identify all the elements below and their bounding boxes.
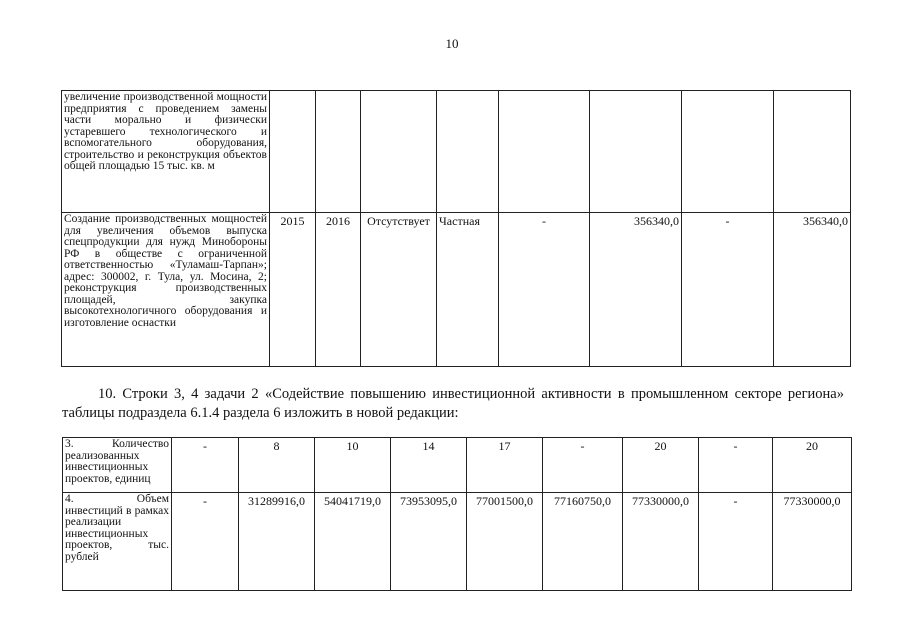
table-cell: 20 [773,438,852,493]
table-cell: 17 [467,438,543,493]
amount-cell: 356340,0 [590,213,682,367]
table-cell: 77160750,0 [543,493,623,591]
table-cell [437,91,499,213]
table-row [63,438,852,493]
table-cell: 77330000,0 [623,493,699,591]
amount-cell: 356340,0 [774,213,851,367]
page-number: 10 [445,36,459,51]
table-row [62,213,851,367]
table-row [63,493,852,591]
table-cell: - [699,438,773,493]
table-cell [270,91,316,213]
table-cell [316,91,361,213]
table-cell: - [499,213,590,367]
table-cell [682,91,774,213]
table-cell [774,91,851,213]
table-cell: 77001500,0 [467,493,543,591]
table-row [62,91,851,213]
table-cell: 10 [315,438,391,493]
table-cell [361,91,437,213]
table-cell [590,91,682,213]
table-cell [499,91,590,213]
table-cell: 31289916,0 [239,493,315,591]
ownership-cell: Частная [437,213,499,367]
table-cell: - [543,438,623,493]
table-cell: 8 [239,438,315,493]
table-cell: 54041719,0 [315,493,391,591]
amendment-paragraph: 10. Строки 3, 4 задачи 2 «Содействие повышению инвестиционной активности в промышленном секторе региона» таблицы подраздела 6.1.4 раздела 6 изложить в новой редакции: [62,386,844,421]
table-cell: 77330000,0 [773,493,852,591]
table-cell: Отсутствует [361,213,437,367]
indicator-label: 4. Объем инвестиций в рамках реализации инвестиционных проектов, тыс. рублей [63,493,172,591]
indicator-label: 3. Количество реализованных инвестиционных проектов, единиц [63,438,172,493]
project-description: Создание производственных мощностей для увеличения объемов выпуска спецпродукции для нужд Минобороны РФ в обществе с ограниченной ответственностью «Туламаш-Тарпан»; адрес: 300002, г. Тула, ул. Мосина, 2; реконструкция производственных площадей, закупка высокотехнологичного оборудования и изготовление оснастки [62,213,270,367]
project-description: увеличение производственной мощности предприятия с проведением замены части морально и физически устаревшего технологического и вспомогательного оборудования, строительство и реконструкция объектов общей площадью 15 тыс. кв. м [62,91,270,213]
table-cell: - [172,493,239,591]
indicators-table [62,437,852,591]
investment-projects-table [61,90,851,367]
table-cell: 14 [391,438,467,493]
table-cell: - [682,213,774,367]
table-cell: - [699,493,773,591]
end-year-cell: 2016 [316,213,361,367]
table-cell: 20 [623,438,699,493]
table-cell: - [172,438,239,493]
table-cell: 73953095,0 [391,493,467,591]
start-year-cell: 2015 [270,213,316,367]
